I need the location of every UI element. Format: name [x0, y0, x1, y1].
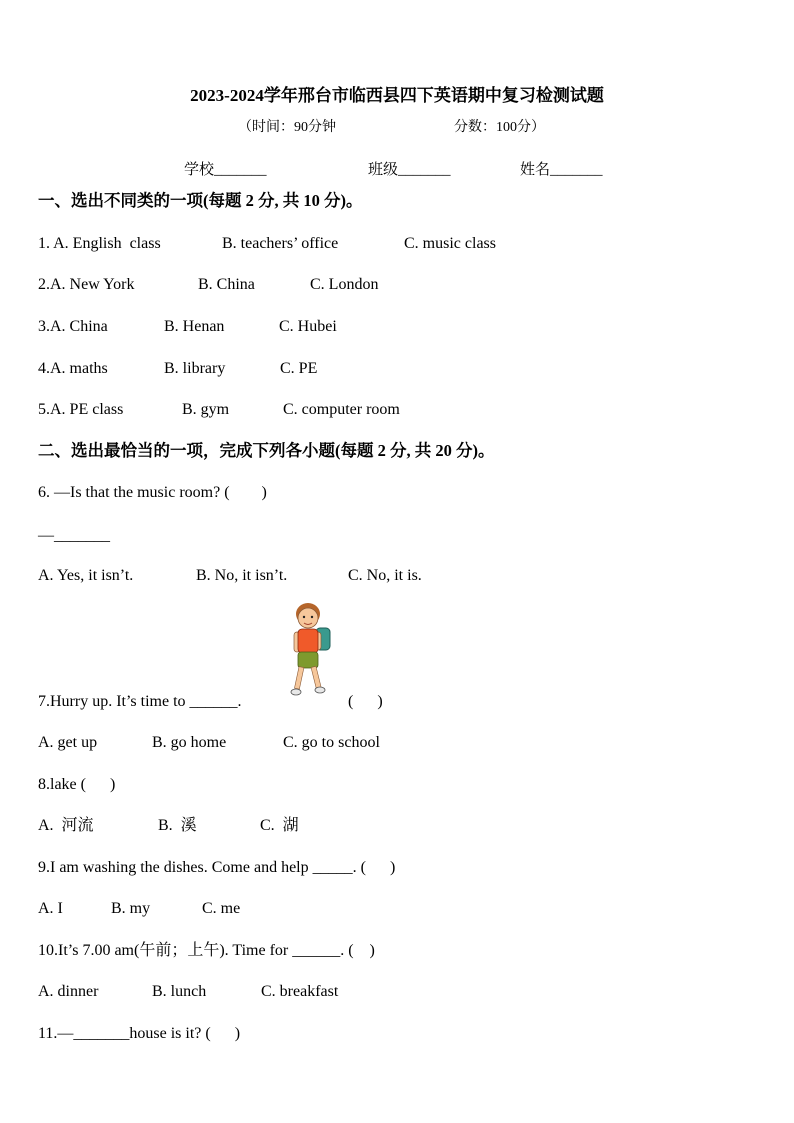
q6-answer-blank: —_______ [38, 527, 110, 544]
q2-option-a: 2.A. New York [38, 276, 135, 293]
q6-option-c: C. No, it is. [348, 567, 422, 584]
q3-option-c: C. Hubei [279, 318, 337, 335]
q8-option-c: C. 湖 [260, 817, 299, 834]
q5-option-b: B. gym [182, 401, 230, 418]
q6-option-b: B. No, it isn’t. [196, 567, 288, 584]
q10-option-c: C. breakfast [261, 983, 339, 1000]
q2-option-c: C. London [310, 276, 379, 293]
q8-option-a: A. 河流 [38, 817, 94, 834]
q3-option-a: 3.A. China [38, 318, 108, 335]
name-field: 姓名_______ [520, 162, 603, 178]
q9-option-c: C. me [202, 900, 241, 917]
q6-stem: 6. —Is that the music room? ( ) [38, 484, 267, 501]
q5-option-c: C. computer room [283, 401, 400, 418]
time-info: （时间：90分钟 [238, 120, 336, 135]
school-field: 学校_______ [184, 162, 267, 178]
q8-stem: 8.lake ( ) [38, 776, 116, 793]
boy-with-backpack-illustration [286, 602, 336, 704]
q10-stem: 10.It’s 7.00 am(午前；上午). Time for ______. ( ) [38, 942, 375, 959]
q7-option-a: A. get up [38, 734, 98, 751]
class-field: 班级_______ [368, 162, 451, 178]
q9-option-b: B. my [111, 900, 151, 917]
q4-option-c: C. PE [280, 360, 318, 377]
q10-option-a: A. dinner [38, 983, 99, 1000]
q1-option-b: B. teachers’ office [222, 235, 339, 252]
q1-option-c: C. music class [404, 235, 496, 252]
q2-option-b: B. China [198, 276, 255, 293]
q7-paren: ( ) [348, 693, 383, 710]
q7-option-c: C. go to school [283, 734, 380, 751]
q6-option-a: A. Yes, it isn’t. [38, 567, 134, 584]
q8-option-b: B. 溪 [158, 817, 197, 834]
score-info: 分数：100分） [454, 120, 545, 135]
q1-option-a: 1. A. English class [38, 235, 161, 252]
q4-option-a: 4.A. maths [38, 360, 108, 377]
q5-option-a: 5.A. PE class [38, 401, 124, 418]
page-title: 2023-2024学年邢台市临西县四下英语期中复习检测试题 [190, 86, 604, 105]
q3-option-b: B. Henan [164, 318, 225, 335]
q7-option-b: B. go home [152, 734, 227, 751]
q10-option-b: B. lunch [152, 983, 207, 1000]
q11-stem: 11.—_______house is it? ( ) [38, 1025, 241, 1042]
section2-heading: 二、选出最恰当的一项，完成下列各小题(每题 2 分, 共 20 分)。 [38, 441, 495, 460]
section1-heading: 一、选出不同类的一项(每题 2 分, 共 10 分)。 [38, 191, 363, 210]
q9-stem: 9.I am washing the dishes. Come and help _____. ( ) [38, 859, 396, 876]
q7-stem: 7.Hurry up. It’s time to ______. [38, 693, 242, 710]
q9-option-a: A. I [38, 900, 63, 917]
q4-option-b: B. library [164, 360, 226, 377]
